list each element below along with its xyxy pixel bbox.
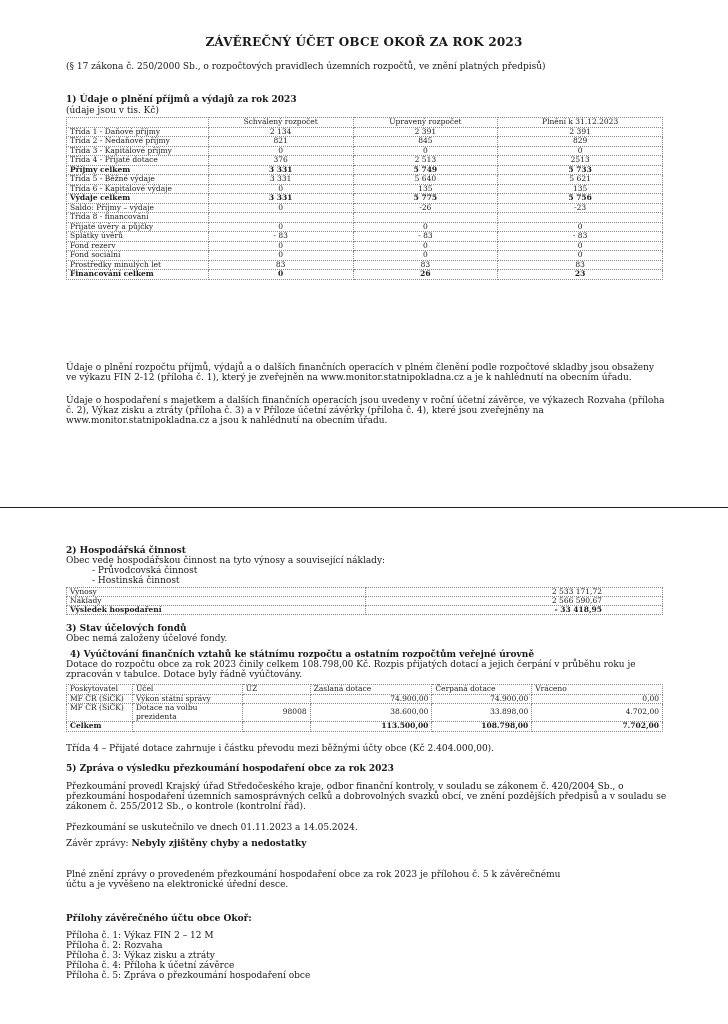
row-label: Výnosy xyxy=(67,588,366,597)
approved-value: 3 331 xyxy=(208,175,353,185)
attachment-item: Příloha č. 2: Rozvaha xyxy=(66,941,163,951)
adjusted-value: 135 xyxy=(353,184,498,194)
purpose xyxy=(132,722,242,732)
actual-value: 5 733 xyxy=(498,165,663,175)
actual-value: 5 621 xyxy=(498,175,663,185)
table-row xyxy=(67,251,663,261)
header-cell: Účel xyxy=(132,685,242,695)
adjusted-value: 2 513 xyxy=(353,156,498,166)
actual-value: -23 xyxy=(498,203,663,213)
table-row xyxy=(67,722,663,732)
row-label: Třída 8 - financování xyxy=(67,213,209,223)
header-cell: Poskytovatel xyxy=(67,685,133,695)
adjusted-value: 5 775 xyxy=(353,194,498,204)
row-label: Příjmy celkem xyxy=(67,165,209,175)
table-row xyxy=(67,260,663,270)
provider: MF ČR (SiČK) xyxy=(67,704,133,722)
approved-value: 3 331 xyxy=(208,165,353,175)
sent-amount: 38.600,00 xyxy=(310,704,432,722)
header-cell: Plnění k 31.12.2023 xyxy=(498,118,663,128)
row-label: Fond rezerv xyxy=(67,241,209,251)
activities-list xyxy=(70,566,197,586)
row-label: Prostředky minulých let xyxy=(67,260,209,270)
table-row xyxy=(67,606,663,615)
purpose: Výkon státní správy xyxy=(132,694,242,704)
adjusted-value xyxy=(353,213,498,223)
actual-value xyxy=(498,213,663,223)
actual-value: 0 xyxy=(498,146,663,156)
attachment-item: Příloha č. 1: Výkaz FIN 2 – 12 M xyxy=(66,931,214,941)
conclusion-label: Závěr zprávy: xyxy=(66,839,129,849)
conclusion xyxy=(66,839,306,849)
table-row xyxy=(67,241,663,251)
approved-value xyxy=(208,213,353,223)
header-cell: Schválený rozpočet xyxy=(208,118,353,128)
row-label: Splátky úvěrů xyxy=(67,232,209,242)
approved-value: 0 xyxy=(208,184,353,194)
adjusted-value: 0 xyxy=(353,146,498,156)
business-table xyxy=(66,587,663,615)
row-label: Náklady xyxy=(67,597,366,606)
table-row xyxy=(67,270,663,280)
budget-table xyxy=(66,117,663,280)
actual-value: 5 756 xyxy=(498,194,663,204)
section-5-heading: 5) Zpráva o výsledku přezkoumání hospodaření obce za rok 2023 xyxy=(66,764,394,774)
units-note: (údaje jsou v tis. Kč) xyxy=(66,106,159,116)
section-2-heading: 2) Hospodářská činnost xyxy=(66,546,186,556)
row-label: Přijaté úvěry a půjčky xyxy=(67,222,209,232)
actual-value: 0 xyxy=(498,222,663,232)
returned-amount: 0,00 xyxy=(532,694,663,704)
returned-amount: 4.702,00 xyxy=(532,704,663,722)
attachments-heading: Přílohy závěrečného účtu obce Okoř: xyxy=(66,914,252,924)
adjusted-value: - 83 xyxy=(353,232,498,242)
list-item: - Průvodcovská činnost xyxy=(92,566,197,576)
section-3-heading: 3) Stav účelových fondů xyxy=(66,624,187,634)
actual-value: 0 xyxy=(498,251,663,261)
approved-value: 2 134 xyxy=(208,127,353,137)
adjusted-value: 5 640 xyxy=(353,175,498,185)
list-item: - Hostinská činnost xyxy=(92,576,197,586)
adjusted-value: 845 xyxy=(353,137,498,147)
row-label: Třída 3 - Kapitálové příjmy xyxy=(67,146,209,156)
provider: Celkem xyxy=(67,722,133,732)
section-2-intro: Obec vede hospodářskou činnost na tyto výnosy a související náklady: xyxy=(66,556,386,566)
section-4-heading: 4) Vyúčtování finančních vztahů ke státnímu rozpočtu a ostatním rozpočtům veřejné úrovně xyxy=(70,650,535,660)
approved-value: 0 xyxy=(208,222,353,232)
row-label: Financování celkem xyxy=(67,270,209,280)
adjusted-value: -26 xyxy=(353,203,498,213)
row-label: Třída 1 - Daňové příjmy xyxy=(67,127,209,137)
section-5-dates: Přezkoumání se uskutečnilo ve dnech 01.11.2023 a 14.05.2024. xyxy=(66,823,358,833)
approved-value: 83 xyxy=(208,260,353,270)
section-4-text: Dotace do rozpočtu obce za rok 2023 činily celkem 108.798,00 Kč. Rozpis přijatých dotací a jejich čerpání v průběhu roku je zpracován v tabulce. Dotace byly řádně vyúčtovány. xyxy=(66,660,636,680)
actual-value: 2513 xyxy=(498,156,663,166)
adjusted-value: 5 749 xyxy=(353,165,498,175)
used-amount: 108.798,00 xyxy=(432,722,532,732)
actual-value: 2 391 xyxy=(498,127,663,137)
table-row xyxy=(67,156,663,166)
page-divider xyxy=(0,507,728,508)
approved-value: 0 xyxy=(208,241,353,251)
attachments-list xyxy=(66,931,310,981)
uz-code: 98008 xyxy=(242,704,310,722)
grants-table xyxy=(66,684,663,732)
header-cell: ÚZ xyxy=(242,685,310,695)
sent-amount: 74.900,00 xyxy=(310,694,432,704)
uz-code xyxy=(242,722,310,732)
paragraph-fin: Údaje o plnění rozpočtu příjmů, výdajů a o dalších finančních operacích v plném členění podle rozpočtové skladby jsou obsaženy ve výkazu FIN 2-12 (příloha č. 1), který je zveřejněn na www.monitor.statnipokladna.cz a je k nahlédnutí na obecním úřadu. xyxy=(66,363,655,383)
used-amount: 74.900,00 xyxy=(432,694,532,704)
section-1-heading: 1) Údaje o plnění příjmů a výdajů za rok 2023 xyxy=(66,95,297,105)
row-label: Třída 5 - Běžné výdaje xyxy=(67,175,209,185)
adjusted-value: 0 xyxy=(353,251,498,261)
row-label: Saldo: Příjmy – výdaje xyxy=(67,203,209,213)
row-label: Fond sociální xyxy=(67,251,209,261)
page-1 xyxy=(0,0,728,505)
row-label: Výsledek hospodaření xyxy=(67,606,366,615)
table-row xyxy=(67,203,663,213)
grants-note: Třída 4 – Přijaté dotace zahrnuje i částku převodu mezi běžnými účty obce (Kč 2.404.000,00). xyxy=(66,744,495,754)
table-row xyxy=(67,194,663,204)
approved-value: - 83 xyxy=(208,232,353,242)
table-row xyxy=(67,137,663,147)
table-header-row xyxy=(67,118,663,128)
row-label: Třída 4 - Přijaté dotace xyxy=(67,156,209,166)
approved-value: 0 xyxy=(208,251,353,261)
table-row xyxy=(67,175,663,185)
adjusted-value: 2 391 xyxy=(353,127,498,137)
attachment-item: Příloha č. 3: Výkaz zisku a ztráty xyxy=(66,951,215,961)
provider: MF ČR (SiČK) xyxy=(67,694,133,704)
document-title: ZÁVĚREČNÝ ÚČET OBCE OKOŘ ZA ROK 2023 xyxy=(205,35,523,49)
header-cell: Zaslaná dotace xyxy=(310,685,432,695)
report-note: Plné znění zprávy o provedeném přezkoumání hospodaření obce za rok 2023 je přílohou č. 5 k závěrečnému účtu a je vyvěšeno na elektronické úřední desce. xyxy=(66,870,561,890)
header-cell: Vráceno xyxy=(532,685,663,695)
approved-value: 0 xyxy=(208,270,353,280)
adjusted-value: 0 xyxy=(353,241,498,251)
table-row xyxy=(67,232,663,242)
uz-code xyxy=(242,694,310,704)
row-label: Třída 6 - Kapitálové výdaje xyxy=(67,184,209,194)
actual-value: 83 xyxy=(498,260,663,270)
section-3-text: Obec nemá založeny účelové fondy. xyxy=(66,634,228,644)
section-5-para: Přezkoumání provedl Krajský úřad Středočeského kraje, odbor finanční kontroly, v souladu se zákonem č. 420/2004 Sb., o přezkoumání hospodaření územních samosprávných celků a dobrovolných svazků obcí, ve znění pozdějších předpisů a v souladu se zákonem č. 255/2012 Sb., o kontrole (kontrolní řád). xyxy=(66,782,667,812)
table-row xyxy=(67,213,663,223)
adjusted-value: 26 xyxy=(353,270,498,280)
actual-value: 23 xyxy=(498,270,663,280)
approved-value: 0 xyxy=(208,203,353,213)
sent-amount: 113.500,00 xyxy=(310,722,432,732)
approved-value: 821 xyxy=(208,137,353,147)
header-cell xyxy=(67,118,209,128)
adjusted-value: 0 xyxy=(353,222,498,232)
purpose: Dotace na volbu prezidenta xyxy=(132,704,242,722)
attachment-item: Příloha č. 4: Příloha k účetní závěrce xyxy=(66,961,235,971)
attachment-item: Příloha č. 5: Zpráva o přezkoumání hospodaření obce xyxy=(66,971,311,981)
approved-value: 376 xyxy=(208,156,353,166)
actual-value: 829 xyxy=(498,137,663,147)
paragraph-accounts: Údaje o hospodaření s majetkem a dalších finančních operacích jsou uvedeny v roční účetní závěrce, ve výkazech Rozvaha (příloha č. 2), Výkaz zisku a ztráty (příloha č. 3) a v Příloze účetní závěrky (příloha č. 4), které jsou zveřejněny na www.monitor.statnipokladna.cz a jsou k nahlédnutí na obecním úřadu. xyxy=(66,396,665,426)
actual-value: 0 xyxy=(498,241,663,251)
table-row xyxy=(67,704,663,722)
legal-basis: (§ 17 zákona č. 250/2000 Sb., o rozpočtových pravidlech územních rozpočtů, ve znění platných předpisů) xyxy=(66,62,546,72)
row-value: - 33 418,95 xyxy=(366,606,663,615)
adjusted-value: 83 xyxy=(353,260,498,270)
returned-amount: 7.702,00 xyxy=(532,722,663,732)
header-cell: Upravený rozpočet xyxy=(353,118,498,128)
used-amount: 33.898,00 xyxy=(432,704,532,722)
actual-value: - 83 xyxy=(498,232,663,242)
row-value: 2 566 590,67 xyxy=(366,597,663,606)
conclusion-value: Nebyly zjištěny chyby a nedostatky xyxy=(131,839,307,849)
row-value: 2 533 171,72 xyxy=(366,588,663,597)
approved-value: 0 xyxy=(208,146,353,156)
actual-value: 135 xyxy=(498,184,663,194)
header-cell: Čerpaná dotace xyxy=(432,685,532,695)
table-header-row xyxy=(67,685,663,695)
row-label: Třída 2 - Nedaňové příjmy xyxy=(67,137,209,147)
approved-value: 3 331 xyxy=(208,194,353,204)
row-label: Výdaje celkem xyxy=(67,194,209,204)
